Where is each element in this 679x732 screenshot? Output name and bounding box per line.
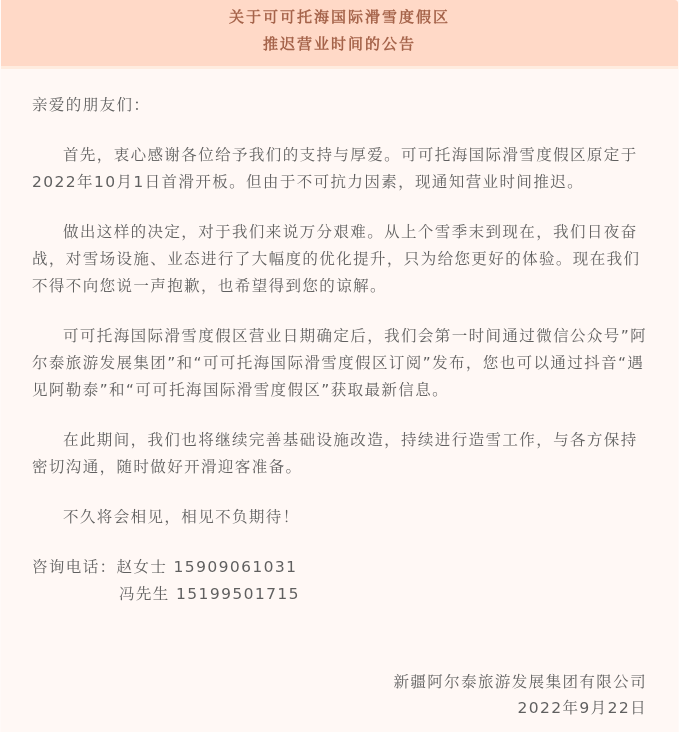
announcement-page [1,0,678,732]
paragraph-5: 不久将会相见，相见不负期待！ [63,508,300,526]
header-title-line1: 关于可可托海国际滑雪度假区 [228,8,450,26]
paragraph-2: 做出这样的决定，对于我们来说万分艰难。从上个雪季末到现在，我们日夜奋战，对雪场设施、业态进行了大幅度的优化提升，只为给您更好的体验。现在我们不得不向您说一声抱歉，也希望得到您的谅解。 [32,223,641,295]
contact-label: 咨询电话： [32,558,117,576]
paragraph-1: 首先，衷心感谢各位给予我们的支持与厚爱。可可托海国际滑雪度假区原定于2022年10月1日首滑开板。但由于不可抗力因素，现通知营业时间推迟。 [32,146,638,191]
contact-row-2 [32,581,652,608]
contact-phone-2[interactable]: 15199501715 [176,585,300,603]
announcement-header [1,0,678,66]
contact-phone-1[interactable]: 15909061031 [173,558,298,576]
header-title-line2: 推迟营业时间的公告 [262,35,416,53]
header-divider [1,66,678,69]
contact-row-1 [32,554,652,581]
paragraph-4: 在此期间，我们也将继续完善基础设施改造，持续进行造雪工作，与各方保持密切沟通，随时做好开滑迎客准备。 [32,431,638,476]
announcement-body [32,92,652,608]
contact-name-2: 冯先生 [119,585,170,603]
paragraph-3: 可可托海国际滑雪度假区营业日期确定后，我们会第一时间通过微信公众号”阿尔泰旅游发展集团”和“可可托海国际滑雪度假区订阅”发布，您也可以通过抖音“遇见阿勒泰”和“可可托海国际滑雪度假区”获取最新信息。 [32,327,648,399]
greeting: 亲爱的朋友们： [32,96,151,114]
signature-date: 2022年9月22日 [517,699,647,717]
signature-organization: 新疆阿尔泰旅游发展集团有限公司 [393,673,647,691]
signature-block [393,669,647,721]
contact-name-1: 赵女士 [116,558,168,576]
